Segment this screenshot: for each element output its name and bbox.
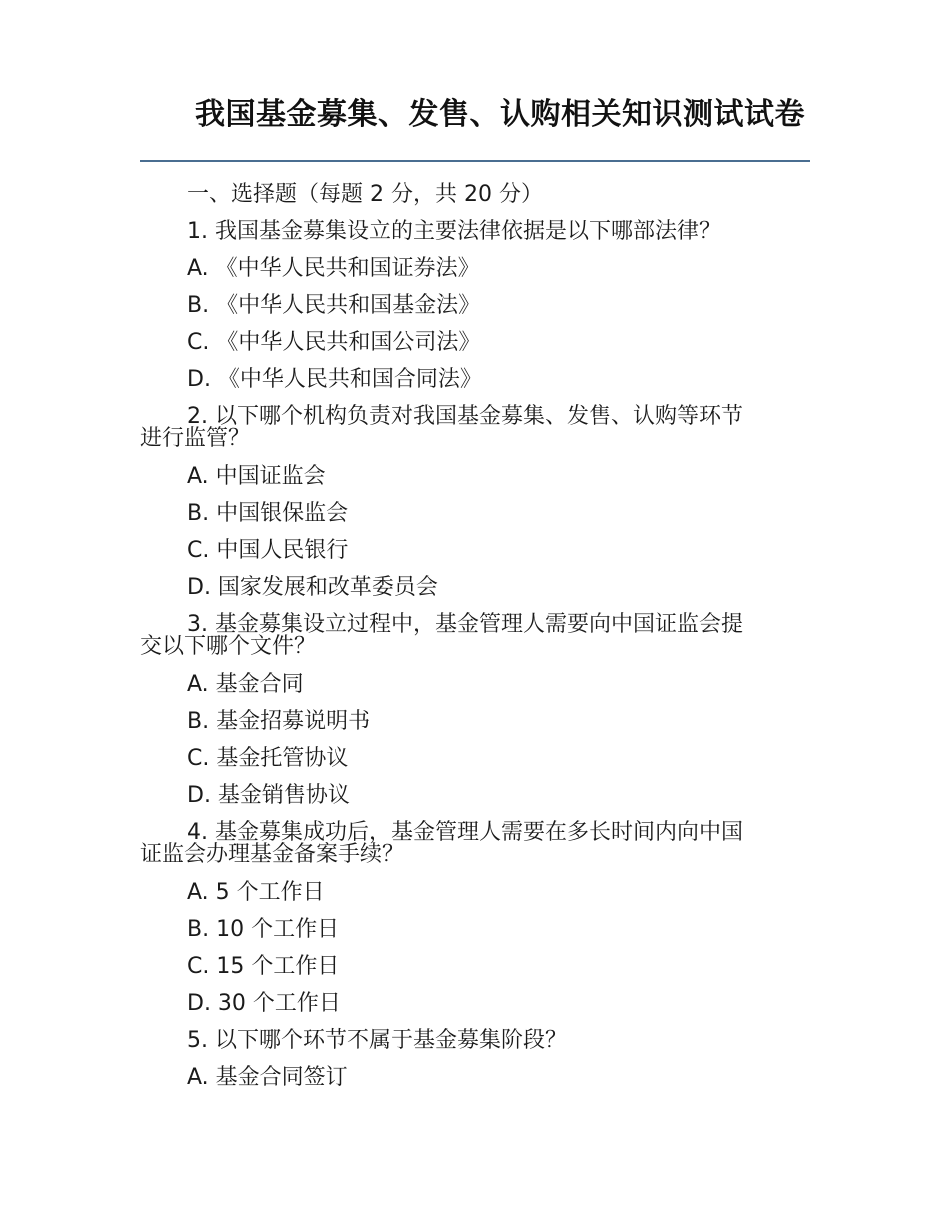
question-3-option-d: D. 基金销售协议 xyxy=(187,783,350,808)
question-2-option-a: A. 中国证监会 xyxy=(187,464,326,489)
question-4-option-c: C. 15 个工作日 xyxy=(187,954,340,979)
question-1-option-d: D. 《中华人民共和国合同法》 xyxy=(187,367,482,392)
question-2-text xyxy=(140,398,820,458)
question-1-option-c: C. 《中华人民共和国公司法》 xyxy=(187,330,481,355)
document-body xyxy=(140,176,820,1096)
question-1-option-a: A. 《中华人民共和国证券法》 xyxy=(187,256,480,281)
question-3-option-b: B. 基金招募说明书 xyxy=(187,709,371,734)
question-5-text: 5. 以下哪个环节不属于基金募集阶段？ xyxy=(187,1028,567,1053)
question-1-text: 1. 我国基金募集设立的主要法律依据是以下哪部法律？ xyxy=(187,219,721,244)
question-2-continuation: 进行监管？ xyxy=(140,426,251,451)
question-4-continuation: 证监会办理基金备案手续？ xyxy=(140,842,405,867)
question-4-first-line: 4. 基金募集成功后，基金管理人需要在多长时间内向中国 xyxy=(187,820,743,845)
question-4-option-d: D. 30 个工作日 xyxy=(187,991,341,1016)
question-3-text xyxy=(140,606,820,666)
question-3-continuation: 交以下哪个文件？ xyxy=(140,634,317,659)
question-3-option-a: A. 基金合同 xyxy=(187,672,304,697)
question-4-option-a: A. 5 个工作日 xyxy=(187,880,325,905)
question-2-option-c: C. 中国人民银行 xyxy=(187,538,349,563)
question-3-first-line: 3. 基金募集设立过程中，基金管理人需要向中国证监会提 xyxy=(187,612,743,637)
question-1-option-b: B. 《中华人民共和国基金法》 xyxy=(187,293,481,318)
question-2-first-line: 2. 以下哪个机构负责对我国基金募集、发售、认购等环节 xyxy=(187,404,743,429)
question-3-option-c: C. 基金托管协议 xyxy=(187,746,349,771)
title-block xyxy=(140,97,810,162)
question-4-option-b: B. 10 个工作日 xyxy=(187,917,340,942)
question-4-text xyxy=(140,814,820,874)
question-2-option-d: D. 国家发展和改革委员会 xyxy=(187,575,438,600)
page-title: 我国基金募集、发售、认购相关知识测试试卷 xyxy=(195,97,805,132)
question-2-option-b: B. 中国银保监会 xyxy=(187,501,349,526)
section-heading: 一、选择题（每题 2 分，共 20 分） xyxy=(187,182,543,207)
title-underline xyxy=(140,160,810,162)
question-5-option-a: A. 基金合同签订 xyxy=(187,1065,348,1090)
